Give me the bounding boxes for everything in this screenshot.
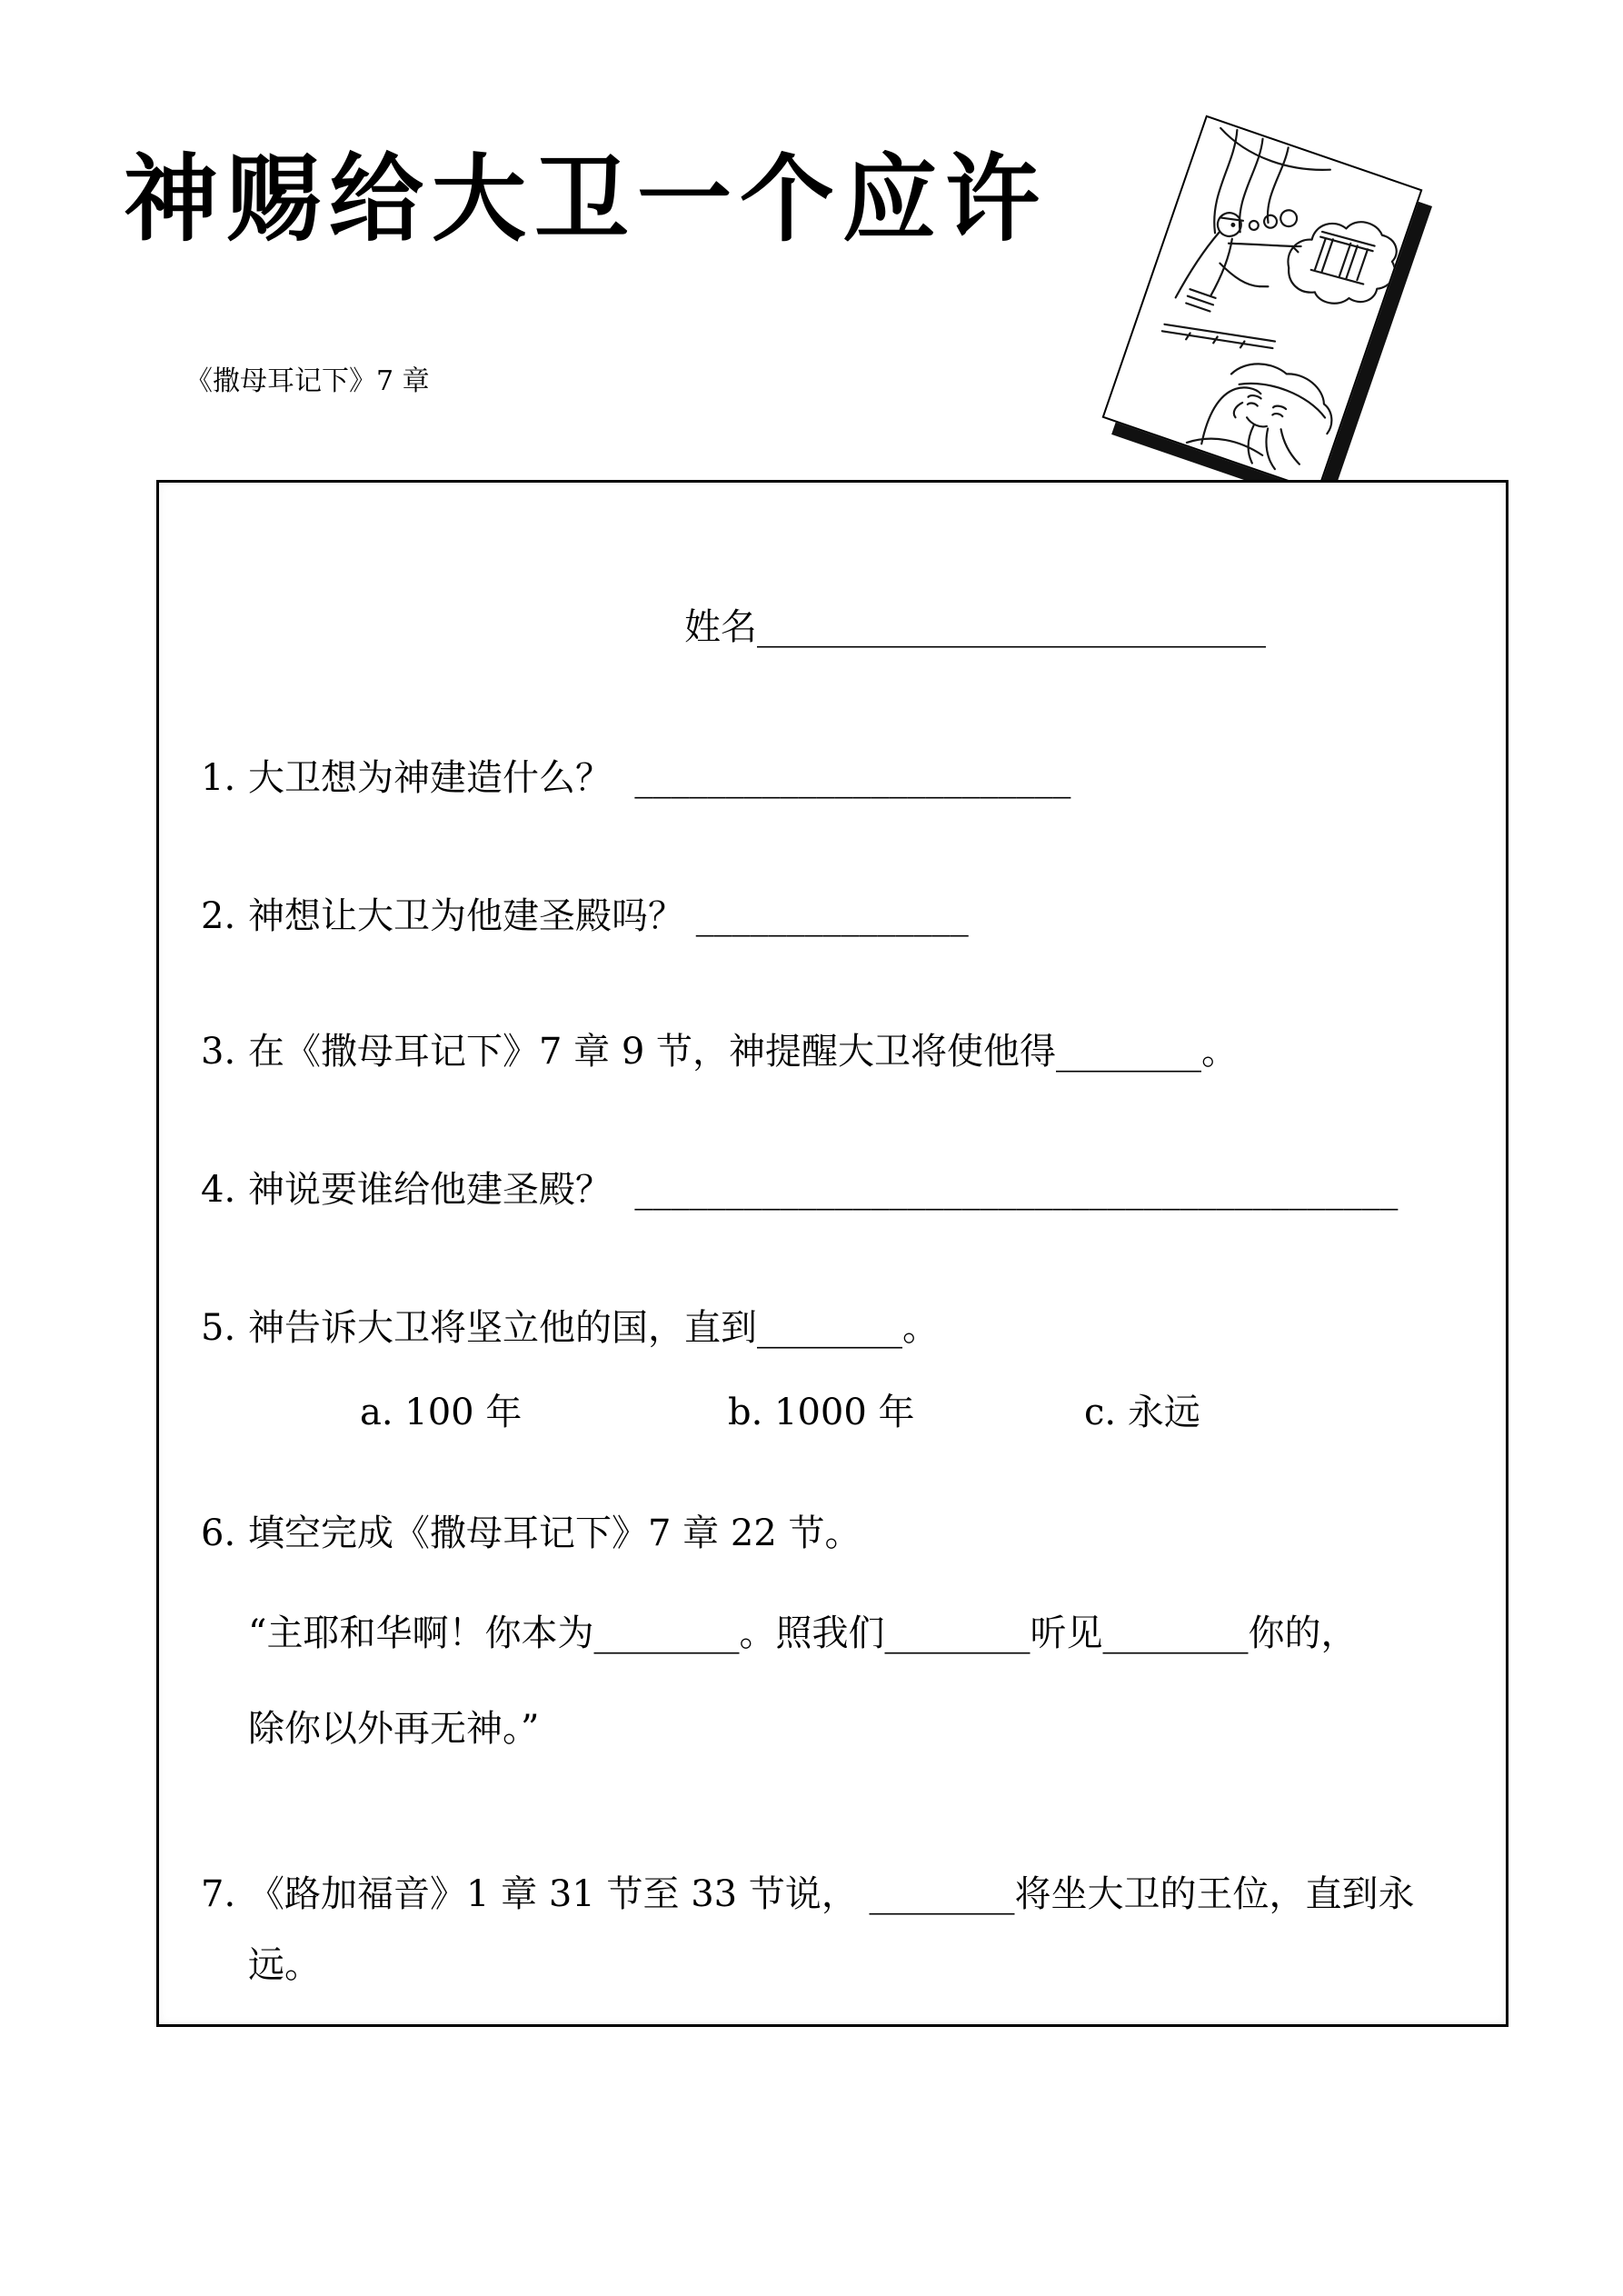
question-row-6 xyxy=(201,1511,861,1556)
question-number: 3. xyxy=(201,1031,236,1073)
question-row-1 xyxy=(201,755,1070,801)
page-subtitle: 《撒母耳记下》7 章 xyxy=(185,365,430,397)
option-a: a. 100 年 xyxy=(360,1392,523,1433)
question-number: 2. xyxy=(201,895,236,937)
question-number: 7. xyxy=(201,1873,236,1915)
worksheet-box xyxy=(156,480,1508,2027)
illustration-card xyxy=(1102,115,1423,493)
question-text: 《路加福音》1 章 31 节至 33 节说， ________将坐大卫的王位，直到永 xyxy=(248,1873,1415,1915)
name-line xyxy=(684,604,1266,650)
name-blank: ____________________________ xyxy=(757,606,1266,648)
question-6-quote-line-2: 除你以外再无神。” xyxy=(248,1708,540,1750)
question-text: 神想让大卫为他建圣殿吗？ _______________ xyxy=(248,895,969,937)
option-c: c. 永远 xyxy=(1084,1392,1200,1433)
question-text: 神告诉大卫将坚立他的国，直到________。 xyxy=(248,1307,939,1349)
page-title: 神赐给大卫一个应许 xyxy=(124,143,1049,255)
question-6-quote-line-1: “主耶和华啊！你本为________。照我们________听见________你的， xyxy=(248,1612,1358,1654)
question-number: 6. xyxy=(201,1512,236,1554)
option-b: b. 1000 年 xyxy=(728,1392,915,1433)
question-text: 填空完成《撒母耳记下》7 章 22 节。 xyxy=(248,1512,861,1554)
question-text: 神说要谁给他建圣殿？ __________________________________________ xyxy=(248,1169,1399,1211)
question-row-2 xyxy=(201,893,969,939)
question-7-line-2: 远。 xyxy=(248,1944,321,1986)
question-text: 在《撒母耳记下》7 章 9 节，神提醒大卫将使他得________。 xyxy=(248,1031,1239,1073)
question-number: 4. xyxy=(201,1169,236,1211)
question-row-3 xyxy=(201,1029,1238,1074)
question-row-7 xyxy=(201,1872,1415,1917)
question-text: 大卫想为神建造什么？ ________________________ xyxy=(248,757,1071,799)
name-label: 姓名 xyxy=(684,606,757,648)
question-number: 5. xyxy=(201,1307,236,1349)
question-number: 1. xyxy=(201,757,236,799)
question-row-5 xyxy=(201,1305,939,1351)
question-row-4 xyxy=(201,1167,1398,1213)
